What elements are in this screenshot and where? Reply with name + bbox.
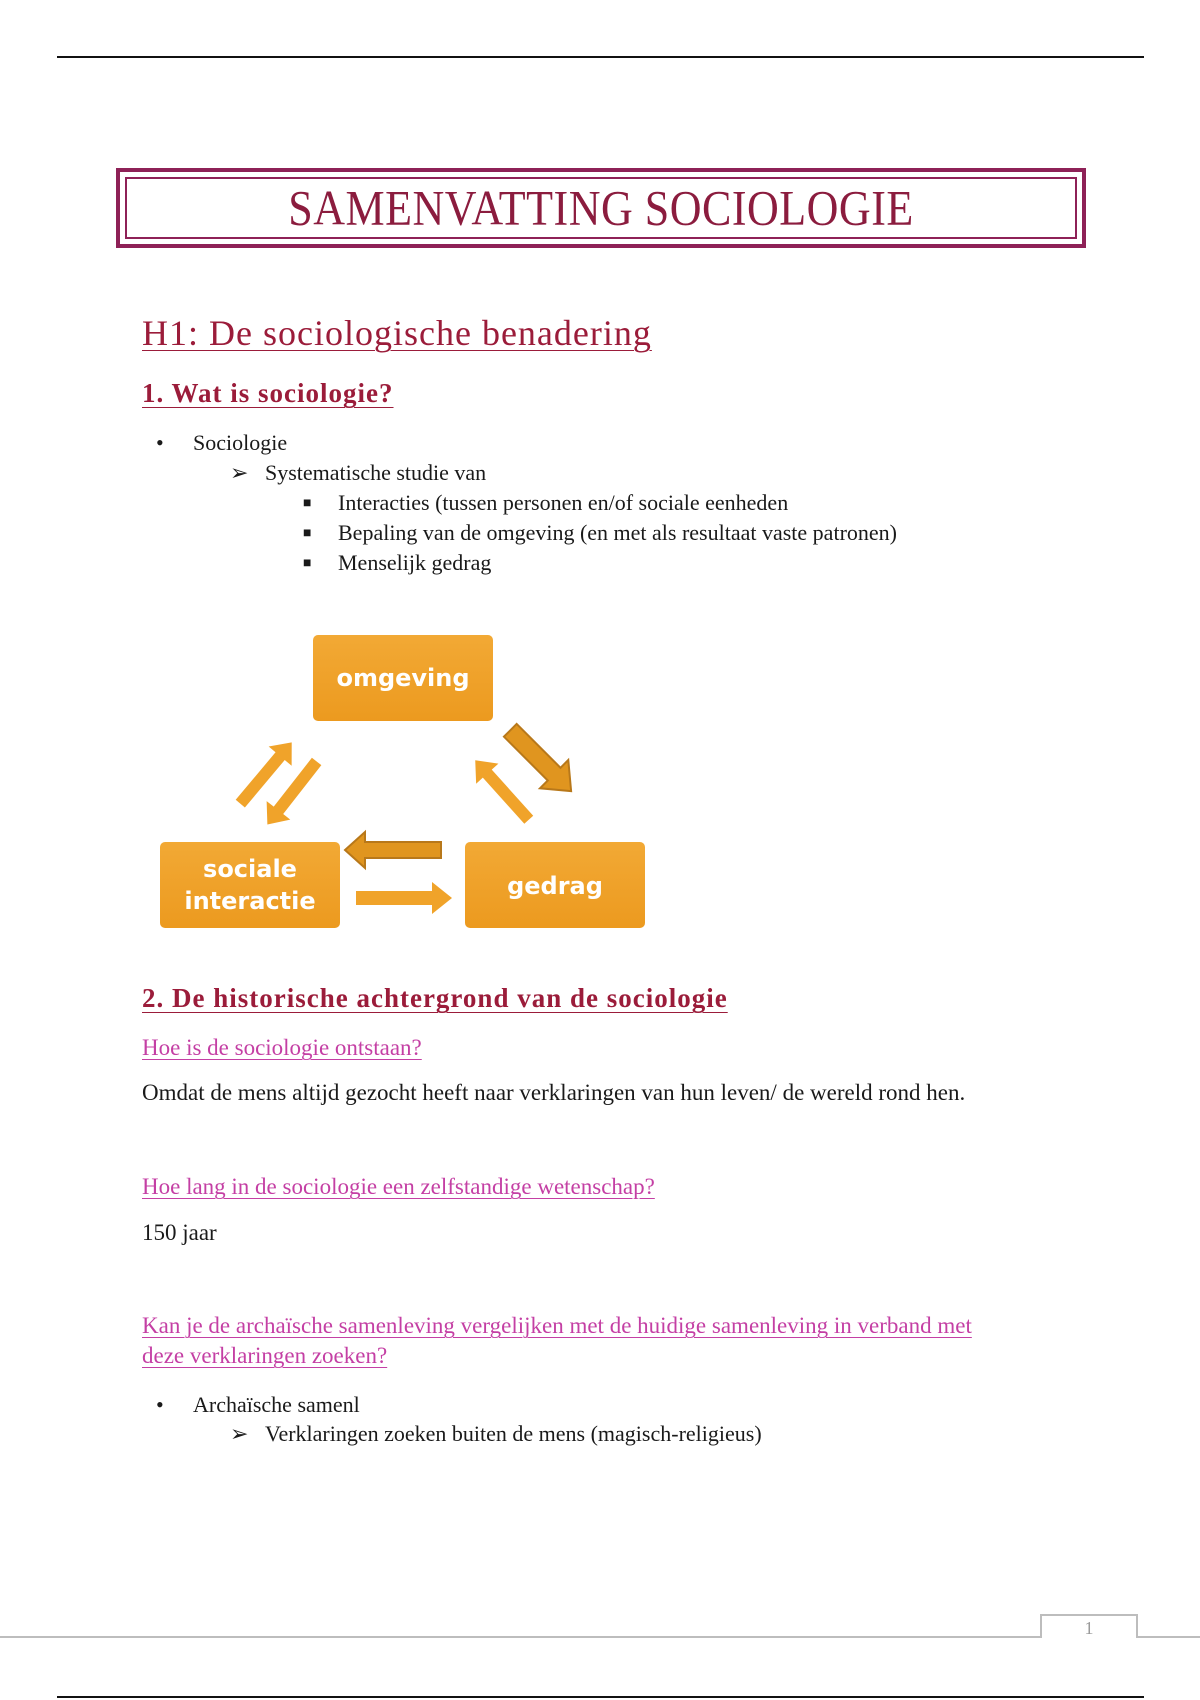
question-comparison-line2: deze verklaringen zoeken? <box>142 1343 388 1368</box>
arrow-right-icon <box>356 882 452 914</box>
footer-rule-left <box>0 1636 1040 1638</box>
arrow-left-icon <box>345 832 441 868</box>
list-item: Interacties (tussen personen en/of sociale eenheden <box>338 490 789 515</box>
sub-bullet-explanations: Verklaringen zoeken buiten de mens (magisch-religieus) <box>265 1421 762 1446</box>
list-item: Bepaling van de omgeving (en met als resultaat vaste patronen) <box>338 520 897 545</box>
title-inner-frame <box>125 177 1077 239</box>
label-omgeving: omgeving <box>336 664 470 692</box>
answer-origin: Omdat de mens altijd gezocht heeft naar verklaringen van hun leven/ de wereld rond hen. <box>142 1080 966 1105</box>
sub-bullet-study: Systematische studie van <box>265 460 487 485</box>
question-duration: Hoe lang in de sociologie een zelfstandige wetenschap? <box>142 1174 655 1199</box>
label-interactie: interactie <box>184 887 316 915</box>
list-item: Menselijk gedrag <box>338 550 492 575</box>
square-bullet-icon: ■ <box>303 556 312 571</box>
header-rule <box>57 56 1144 58</box>
bottom-rule <box>57 1696 1144 1698</box>
square-bullet-icon: ■ <box>303 496 312 511</box>
sociology-cycle-diagram <box>150 630 660 935</box>
answer-duration: 150 jaar <box>142 1220 217 1245</box>
arrow-bullet-icon: ➢ <box>230 1421 249 1446</box>
document-title: SAMENVATTING SOCIOLOGIE <box>288 180 914 236</box>
label-sociale: sociale <box>203 855 297 883</box>
bullet-dot: • <box>156 430 164 455</box>
bullet-archaic: Archaïsche samenl <box>193 1392 360 1417</box>
page-number: 1 <box>1040 1614 1138 1638</box>
bullet-sociologie: Sociologie <box>193 430 288 455</box>
title-box <box>116 168 1086 248</box>
bullet-dot: • <box>156 1392 164 1417</box>
question-origin: Hoe is de sociologie ontstaan? <box>142 1035 422 1060</box>
chapter-heading: H1: De sociologische benadering <box>142 313 652 353</box>
section-1-heading: 1. Wat is sociologie? <box>142 378 394 408</box>
label-gedrag: gedrag <box>507 872 603 900</box>
square-bullet-icon: ■ <box>303 526 312 541</box>
footer-rule-right <box>1138 1636 1200 1638</box>
question-comparison-line1: Kan je de archaïsche samenleving vergelijken met de huidige samenleving in verband met <box>142 1313 972 1338</box>
arrow-bullet-icon: ➢ <box>230 460 249 485</box>
section-2-heading: 2. De historische achtergrond van de sociologie <box>142 983 728 1013</box>
